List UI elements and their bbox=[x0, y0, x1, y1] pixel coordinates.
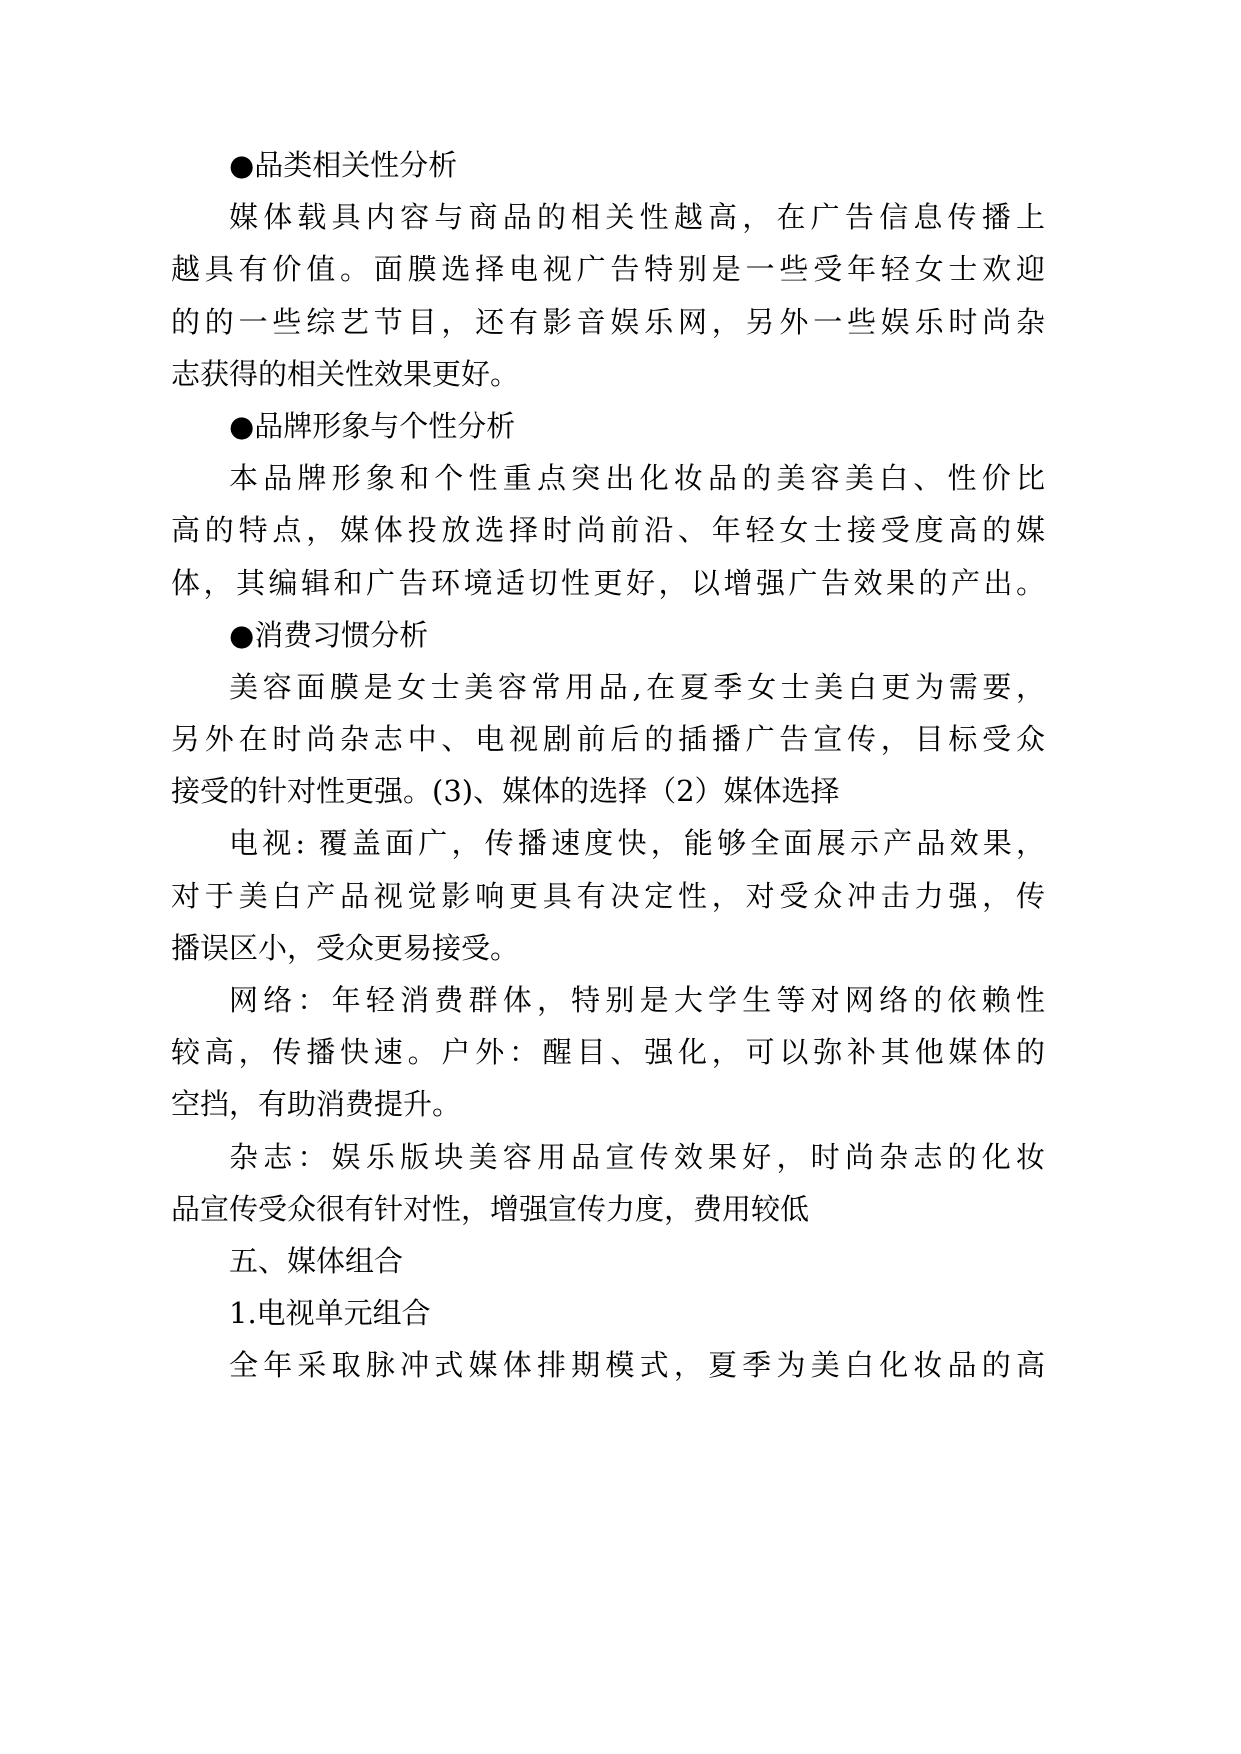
paragraph-line: 的的一些综艺节目，还有影音娱乐网，另外一些娱乐时尚杂 bbox=[171, 304, 1045, 339]
body-paragraph bbox=[171, 1131, 1045, 1235]
subsection-title bbox=[171, 1287, 1045, 1339]
paragraph-line: 全年采取脉冲式媒体排期模式，夏季为美白化妆品的高 bbox=[229, 1348, 1045, 1383]
heading-text: ●品牌形象与个性分析 bbox=[229, 408, 516, 443]
body-paragraph bbox=[171, 1339, 1045, 1391]
document-body bbox=[171, 139, 1045, 1392]
paragraph-line: 网络：年轻消费群体，特别是大学生等对网络的依赖性 bbox=[229, 983, 1045, 1017]
paragraph-line: 接受的针对性更强。(3)、媒体的选择（2）媒体选择 bbox=[171, 774, 840, 809]
paragraph-line: 对于美白产品视觉影响更具有决定性，对受众冲击力强，传 bbox=[171, 878, 1045, 913]
paragraph-line: 越具有价值。面膜选择电视广告特别是一些受年轻女士欢迎 bbox=[171, 252, 1045, 287]
paragraph-line: 电视: 覆盖面广，传播速度快，能够全面展示产品效果， bbox=[229, 826, 1045, 861]
paragraph-line: 另外在时尚杂志中、电视剧前后的插播广告宣传，目标受众 bbox=[171, 722, 1045, 757]
paragraph-line: 杂志：娱乐版块美容用品宣传效果好，时尚杂志的化妆 bbox=[229, 1139, 1045, 1174]
bullet-heading bbox=[171, 400, 1045, 452]
body-paragraph bbox=[171, 817, 1045, 974]
body-paragraph bbox=[171, 974, 1045, 1131]
paragraph-line: 品宣传受众很有针对性，增强宣传力度，费用较低 bbox=[171, 1191, 810, 1226]
paragraph-line: 媒体载具内容与商品的相关性越高，在广告信息传播上 bbox=[229, 200, 1045, 235]
paragraph-line: 播误区小，受众更易接受。 bbox=[171, 930, 520, 965]
heading-text: ●品类相关性分析 bbox=[229, 148, 458, 182]
body-paragraph bbox=[171, 452, 1045, 609]
paragraph-line: 较高，传播快速。户外：醒目、强化，可以弥补其他媒体的 bbox=[171, 1035, 1045, 1070]
paragraph-line: 高的特点，媒体投放选择时尚前沿、年轻女士接受度高的媒 bbox=[171, 513, 1045, 548]
section-title-text: 五、媒体组合 bbox=[229, 1243, 404, 1278]
bullet-heading bbox=[171, 609, 1045, 661]
body-paragraph bbox=[171, 661, 1045, 818]
paragraph-line: 体，其编辑和广告环境适切性更好，以增强广告效果的产出。 bbox=[171, 565, 1045, 600]
section-title bbox=[171, 1235, 1045, 1287]
subsection-title-text: 1.电视单元组合 bbox=[229, 1296, 431, 1331]
bullet-heading bbox=[171, 139, 1045, 191]
body-paragraph bbox=[171, 191, 1045, 400]
paragraph-line: 空挡，有助消费提升。 bbox=[171, 1087, 462, 1122]
paragraph-line: 美容面膜是女士美容常用品,在夏季女士美白更为需要， bbox=[229, 669, 1045, 704]
paragraph-line: 本品牌形象和个性重点突出化妆品的美容美白、性价比 bbox=[229, 461, 1045, 496]
paragraph-line: 志获得的相关性效果更好。 bbox=[171, 356, 520, 391]
heading-text: ●消费习惯分析 bbox=[229, 617, 429, 652]
